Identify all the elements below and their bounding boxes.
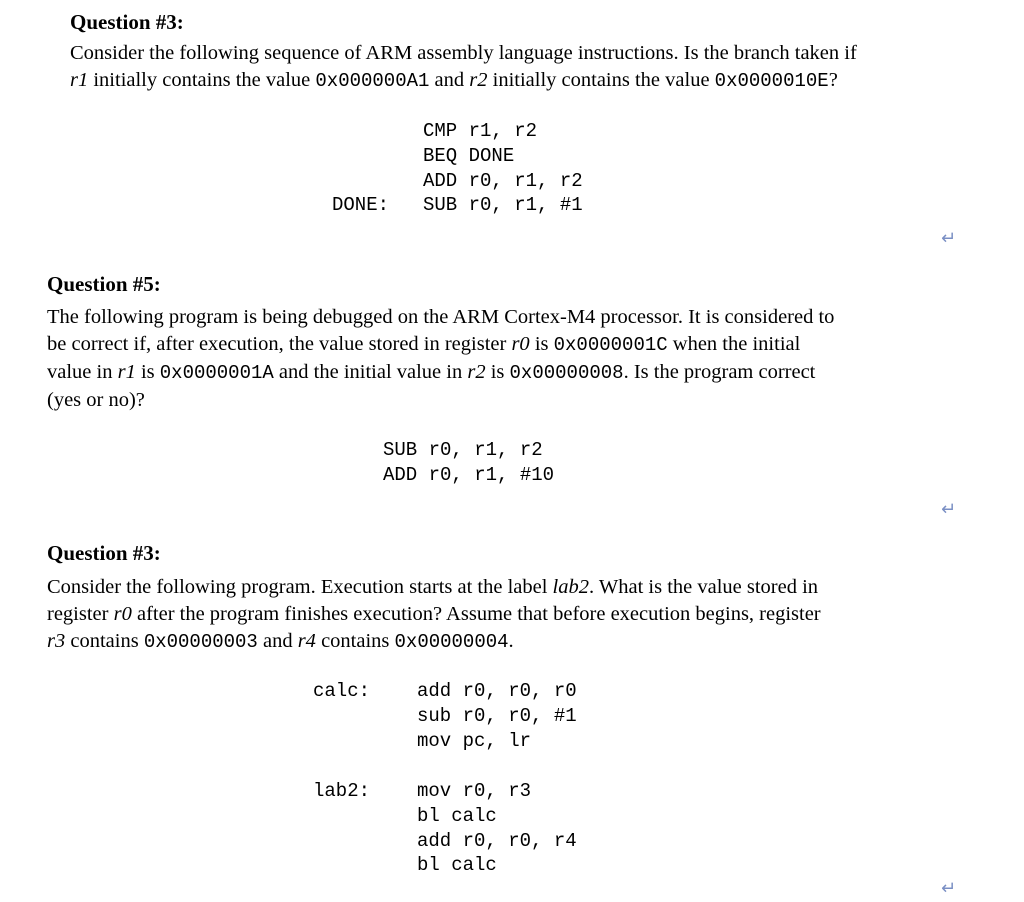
q5-paragraph xyxy=(47,304,834,414)
code-line: mov pc, lr xyxy=(417,729,532,752)
return-mark-icon: ↵ xyxy=(941,878,957,899)
code-line: SUB r0, r1, #1 xyxy=(423,194,583,217)
q3a-done-label: DONE: xyxy=(332,194,390,216)
code-line: mov r0, r3 xyxy=(417,780,532,802)
code-line: sub r0, r0, #1 xyxy=(417,704,577,727)
q3b-heading: Question #3: xyxy=(47,541,161,565)
q3a-line-2: r1 initially contains the value 0x000000A1 and r2 initially contains the value 0x0000010E? xyxy=(70,69,838,92)
q3b-line-1: Consider the following program. Execution starts at the label lab2. What is the value stored in xyxy=(47,576,819,598)
q5-line-3: value in r1 is 0x0000001A and the initial value in r2 is 0x00000008. Is the program correct xyxy=(47,361,816,384)
q5-line-1: The following program is being debugged on the ARM Cortex-M4 processor. It is considered to xyxy=(47,306,835,328)
code-line: BEQ DONE xyxy=(423,144,515,167)
q3b-line-3: r3 contains 0x00000003 and r4 contains 0x00000004. xyxy=(47,630,514,653)
q3a-heading: Question #3: xyxy=(70,10,184,34)
code-line: ADD r0, r1, r2 xyxy=(423,169,583,192)
code-line: add r0, r0, r4 xyxy=(417,829,577,852)
q5-heading: Question #5: xyxy=(47,272,161,296)
code-line: SUB r0, r1, r2 xyxy=(383,439,543,461)
return-mark-icon: ↵ xyxy=(941,499,957,520)
code-line: bl calc xyxy=(417,804,497,827)
q3b-line-2: register r0 after the program finishes execution? Assume that before execution begins, register xyxy=(47,603,821,625)
q3b-paragraph xyxy=(47,574,821,656)
q3b-lab2-label: lab2: xyxy=(313,780,371,802)
q5-line-4: (yes or no)? xyxy=(47,389,145,411)
q5-code-block xyxy=(383,438,554,488)
q3b-calc-label: calc: xyxy=(313,680,371,702)
q3a-line-1: Consider the following sequence of ARM assembly language instructions. Is the branch taken if xyxy=(70,42,857,64)
code-line: bl calc xyxy=(417,854,497,877)
q3b-calc-code xyxy=(417,679,577,753)
q3b-lab2-code xyxy=(417,779,577,878)
code-line: add r0, r0, r0 xyxy=(417,680,577,702)
q5-line-2: be correct if, after execution, the value stored in register r0 is 0x0000001C when the initial xyxy=(47,333,801,356)
q3a-code-block xyxy=(423,119,583,218)
q3a-paragraph xyxy=(70,40,857,95)
code-line: CMP r1, r2 xyxy=(423,120,538,142)
return-mark-icon: ↵ xyxy=(941,228,957,249)
code-line: ADD r0, r1, #10 xyxy=(383,463,555,486)
